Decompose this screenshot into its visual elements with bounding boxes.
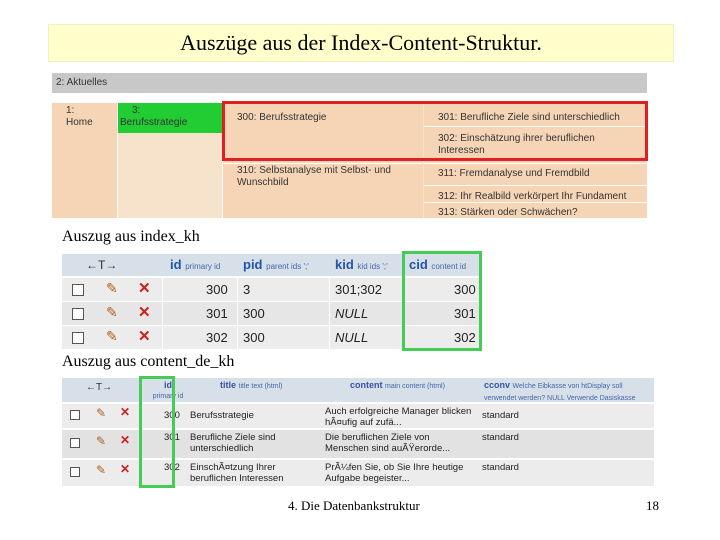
column-header-content-desc: main content (html)	[385, 383, 445, 390]
nav-item-home[interactable]	[52, 103, 118, 218]
navigation-screenshot	[52, 73, 647, 218]
nav-mid-item[interactable]: 310: Selbstanalyse mit Selbst- und Wunschbild	[237, 165, 391, 188]
column-divider	[162, 278, 163, 349]
nav-strat-number: 3:	[132, 105, 141, 116]
caption-content-de-kh: Auszug aus content_de_kh	[62, 353, 235, 370]
nav-divider	[223, 163, 423, 164]
cell-id: 301	[164, 432, 180, 443]
cell-pid: 300	[243, 306, 265, 321]
column-header-pid[interactable]	[243, 257, 309, 272]
column-header-cconv[interactable]	[484, 380, 652, 404]
column-divider	[329, 278, 330, 349]
column-header-id-desc: primary id	[152, 393, 184, 400]
column-header-pid-desc: parent ids ';'	[266, 262, 309, 271]
cell-cid: 301	[454, 306, 476, 321]
checkbox-icon[interactable]	[70, 467, 80, 477]
column-nav-arrows-icon[interactable]: ←T→	[86, 258, 118, 272]
delete-icon[interactable]: ✕	[138, 280, 151, 297]
cell-content: PrÃ¼fen Sie, ob Sie Ihre heutige Aufgabe begeister...	[325, 462, 464, 484]
column-header-kid[interactable]	[335, 257, 388, 272]
nav-divider	[424, 185, 647, 186]
slide-title: Auszüge aus der Index-Content-Struktur.	[48, 24, 674, 62]
cell-kid: 301;302	[335, 282, 382, 297]
cell-title: Berufsstrategie	[190, 410, 254, 421]
column-header-content-name: content	[350, 380, 383, 390]
delete-icon[interactable]: ✕	[120, 405, 131, 419]
cell-content: Die beruflichen Ziele von Menschen sind auÃŸerorde...	[325, 432, 451, 454]
cell-id: 302	[206, 330, 228, 345]
column-header-kid-name: kid	[335, 257, 354, 272]
nav-right-item[interactable]: 302: Einschätzung ihrer beruflichen Interessen	[438, 133, 595, 156]
cell-kid: NULL	[335, 306, 369, 321]
nav-column-filler	[118, 134, 223, 218]
delete-icon[interactable]: ✕	[120, 462, 131, 476]
nav-divider	[424, 202, 647, 203]
column-header-id[interactable]	[170, 257, 220, 272]
pencil-icon[interactable]: ✎	[96, 434, 107, 448]
column-header-title-name: title	[220, 380, 237, 390]
cell-title: Berufliche Ziele sind unterschiedlich	[190, 432, 276, 454]
cell-id: 300	[164, 410, 180, 421]
footer-section-label: 4. Die Datenbankstruktur	[288, 498, 420, 513]
column-header-id-name: id	[164, 380, 172, 390]
pencil-icon[interactable]: ✎	[106, 280, 118, 296]
column-header-id-name: id	[170, 257, 182, 272]
highlight-frame-red	[222, 101, 648, 161]
column-nav-arrows-icon[interactable]: ←T→	[86, 382, 113, 393]
nav-mid-item[interactable]: 300: Berufsstrategie	[237, 112, 327, 123]
nav-right-item[interactable]: 313: Stärken oder Schwächen?	[438, 207, 578, 218]
column-header-title-desc: title text (html)	[238, 383, 283, 390]
checkbox-icon[interactable]	[72, 332, 84, 344]
column-divider	[237, 278, 238, 349]
column-header-id-desc: primary id	[185, 262, 221, 271]
nav-top-item[interactable]: 2: Aktuelles	[52, 73, 647, 93]
checkbox-icon[interactable]	[72, 308, 84, 320]
nav-right-item[interactable]: 301: Berufliche Ziele sind unterschiedlich	[438, 112, 620, 123]
column-header-cconv-desc: Welche Eibkasse von htDisplay soll verwendet werden? NULL Verwende Dasiskasse	[484, 383, 636, 402]
cell-id: 300	[206, 282, 228, 297]
column-header-cid-desc: content id	[431, 262, 467, 271]
cell-cconv: standard	[482, 432, 519, 443]
nav-item-berufsstrategie[interactable]	[118, 103, 222, 133]
highlight-frame-green-id	[139, 376, 175, 488]
column-header-title[interactable]	[220, 380, 282, 392]
column-header-content[interactable]	[350, 380, 445, 392]
cell-id: 301	[206, 306, 228, 321]
pencil-icon[interactable]: ✎	[106, 328, 118, 344]
cell-content: Auch erfolgreiche Manager blicken hÃ¤ufig auf zufä...	[325, 406, 472, 428]
nav-right-item[interactable]: 311: Fremdanalyse und Fremdbild	[438, 168, 590, 179]
checkbox-icon[interactable]	[70, 438, 80, 448]
pencil-icon[interactable]: ✎	[96, 406, 107, 420]
nav-home-number: 1:	[66, 105, 75, 116]
checkbox-icon[interactable]	[70, 410, 80, 420]
highlight-frame-green-cid	[402, 251, 482, 351]
page-number: 18	[646, 498, 659, 513]
cell-cid: 300	[454, 282, 476, 297]
cell-cid: 302	[454, 330, 476, 345]
cell-kid: NULL	[335, 330, 369, 345]
cell-cconv: standard	[482, 410, 519, 421]
caption-index-kh: Auszug aus index_kh	[62, 228, 200, 245]
nav-home-label: Home	[66, 117, 93, 128]
pencil-icon[interactable]: ✎	[106, 304, 118, 320]
delete-icon[interactable]: ✕	[138, 328, 151, 345]
column-header-cconv-name: cconv	[484, 380, 511, 390]
cell-pid: 3	[243, 282, 251, 297]
pencil-icon[interactable]: ✎	[96, 463, 107, 477]
nav-right-item[interactable]: 312: Ihr Realbild verkörpert Ihr Fundament	[438, 191, 627, 202]
cell-title: EinschÃ¤tzung Ihrer beruflichen Interessen	[190, 462, 284, 484]
column-header-pid-name: pid	[243, 257, 263, 272]
nav-strat-label: Berufsstrategie	[120, 117, 188, 128]
cell-cconv: standard	[482, 462, 519, 473]
delete-icon[interactable]: ✕	[120, 433, 131, 447]
delete-icon[interactable]: ✕	[138, 304, 151, 321]
column-header-cid-name: cid	[409, 257, 428, 272]
cell-id: 302	[164, 462, 180, 473]
checkbox-icon[interactable]	[72, 284, 84, 296]
cell-pid: 300	[243, 330, 265, 345]
nav-divider	[424, 163, 647, 164]
column-header-kid-desc: kid ids ';'	[357, 262, 388, 271]
